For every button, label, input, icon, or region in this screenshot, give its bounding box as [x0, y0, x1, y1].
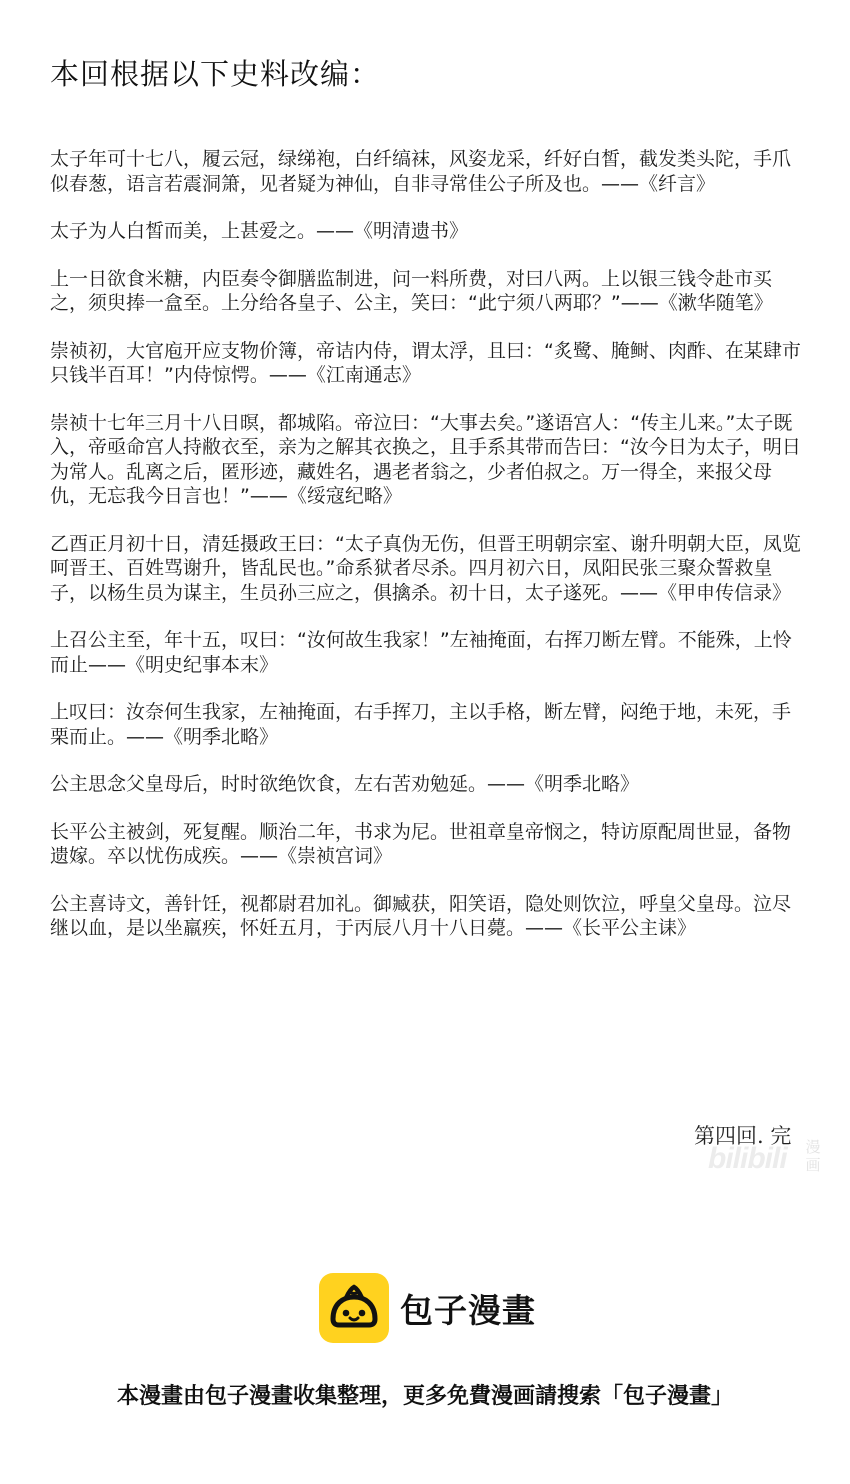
brand-name: 包子漫畫 — [400, 1291, 536, 1330]
excerpt-paragraph: 崇祯十七年三月十八日暝，都城陷。帝泣曰：“大事去矣。”遂语宫人：“传主儿来。”太子既入，帝亟命宫人持敝衣至，亲为之解其衣换之，且手系其带而告曰：“汝今日为太子，明日为常人。乱离之后，匿形迹，藏姓名，遇老者翁之，少者伯叔之。万一得全，来报父母仇，无忘我今日言也！”——《绥寇纪略》 — [50, 411, 801, 507]
excerpt-paragraph: 崇祯初，大官庖开应支物价簿，帝诘内侍，谓太浮，且曰：“炙鹭、腌鲥、肉酢、在某肆市只钱半百耳！”内侍惊愕。——《江南通志》 — [50, 339, 801, 386]
excerpt-paragraph: 乙酉正月初十日，清廷摄政王曰：“太子真伪无伤，但晋王明朝宗室、谢升明朝大臣，凤览呵晋王、百姓骂谢升，皆乱民也。”命系狱者尽杀。四月初六日，凤阳民张三聚众誓救皇子，以杨生员为谋主，生员孙三应之，俱擒杀。初十日，太子遂死。——《甲申传信录》 — [50, 532, 801, 604]
bilibili-watermark — [708, 1138, 826, 1180]
excerpt-paragraph: 太子年可十七八，履云冠，绿绨袍，白纤缟袜，风姿龙采，纤好白皙，截发类头陀，手爪似春葱，语言若震洞箫，见者疑为神仙，自非寻常佳公子所及也。——《纤言》 — [50, 148, 792, 195]
excerpt-paragraph: 太子为人白皙而美，上甚爱之。——《明清遗书》 — [50, 220, 469, 242]
chapter-end-mark: 第四回. 完 — [694, 1124, 792, 1148]
excerpt-paragraph: 上召公主至，年十五，叹曰：“汝何故生我家！”左袖掩面，右挥刀断左臂。不能殊，上怜而止——《明史纪事本末》 — [50, 629, 792, 676]
source-excerpts — [50, 147, 802, 964]
excerpt-paragraph: 上一日欲食米糖，内臣奏令御膳监制进，问一料所费，对曰八两。上以银三钱令赴市买之，须臾捧一盒至。上分给各皇子、公主，笑曰：“此宁须八两耶？”——《漱华随笔》 — [50, 267, 773, 314]
manga-tag: 漫画 — [805, 1138, 821, 1174]
footer-note: 本漫畫由包子漫畫收集整理，更多免費漫画請搜索「包子漫畫」 — [116, 1384, 733, 1409]
excerpt-paragraph: 上叹曰：汝奈何生我家，左袖掩面，右手挥刀，主以手格，断左臂，闷绝于地，未死，手栗而止。——《明季北略》 — [50, 701, 792, 748]
page-title: 本回根据以下史料改编： — [50, 57, 381, 91]
excerpt-paragraph: 公主思念父皇母后，时时欲绝饮食，左右苦劝勉延。——《明季北略》 — [50, 773, 640, 795]
bun-face-icon — [319, 1273, 389, 1343]
excerpt-paragraph: 公主喜诗文，善针饪，视都尉君加礼。御臧获，阳笑语，隐处则饮泣，呼皇父皇母。泣尽继以血，是以坐羸疾，怀妊五月，于丙辰八月十八日薨。——《长平公主诔》 — [50, 892, 792, 939]
bilibili-logo: bilibili — [708, 1142, 787, 1175]
excerpt-paragraph: 长平公主被剑，死复醒。顺治二年，书求为尼。世祖章皇帝悯之，特访原配周世显，备物遗嫁。卒以忧伤成疾。——《崇祯宫词》 — [50, 820, 792, 867]
